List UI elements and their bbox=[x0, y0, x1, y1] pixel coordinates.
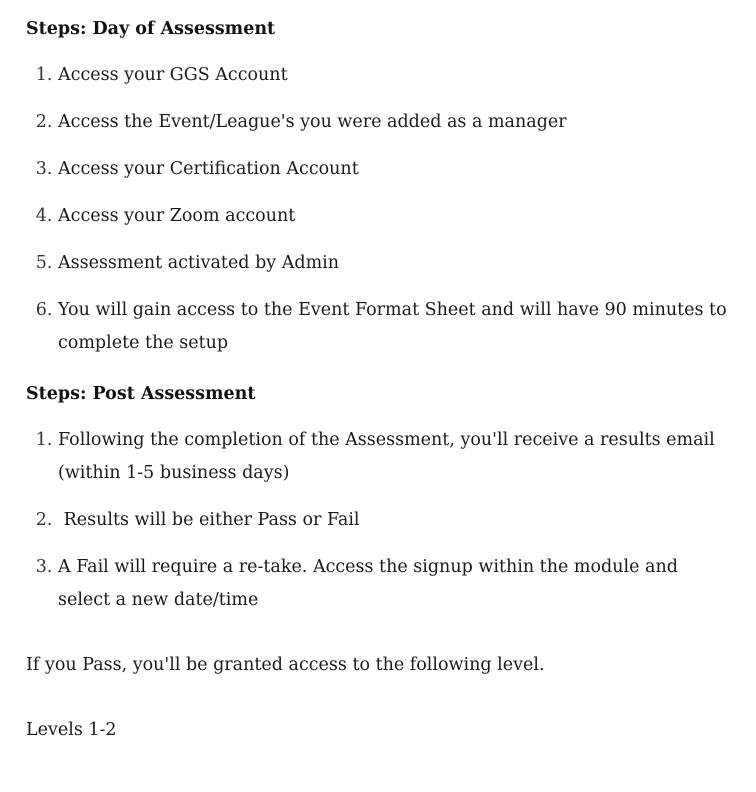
day-of-assessment-section bbox=[26, 12, 730, 360]
list-item: 6. You will gain access to the Event Format Sheet and will have 90 minutes to complete the setup bbox=[58, 294, 730, 360]
post-assessment-section bbox=[26, 377, 730, 617]
levels-text: Levels 1-2 bbox=[26, 720, 117, 740]
list-item: 2. Access the Event/League's you were added as a manager bbox=[58, 106, 730, 139]
day-of-assessment-heading: Steps: Day of Assessment bbox=[26, 19, 276, 39]
list-item: 1. Access your GGS Account bbox=[58, 59, 730, 92]
pass-note: If you Pass, you'll be granted access to the following level. bbox=[26, 655, 545, 675]
list-item: 1. Following the completion of the Assessment, you'll receive a results email (within 1-5 business days) bbox=[58, 424, 730, 490]
post-assessment-steps bbox=[26, 424, 730, 617]
post-assessment-heading: Steps: Post Assessment bbox=[26, 384, 256, 404]
list-item: 4. Access your Zoom account bbox=[58, 200, 730, 233]
list-item: 2. Results will be either Pass or Fail bbox=[58, 504, 730, 537]
list-item: 5. Assessment activated by Admin bbox=[58, 247, 730, 280]
list-item: 3. A Fail will require a re-take. Access the signup within the module and select a new date/time bbox=[58, 551, 730, 617]
list-item: 3. Access your Certification Account bbox=[58, 153, 730, 186]
day-of-assessment-steps bbox=[26, 59, 730, 360]
